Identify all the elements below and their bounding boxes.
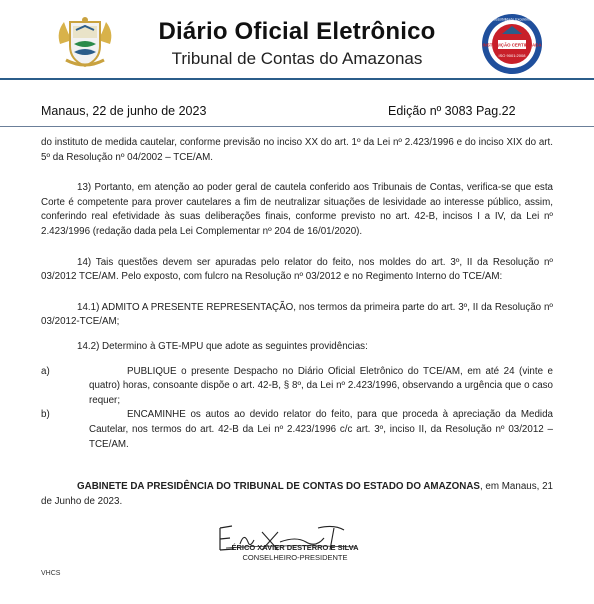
spacer bbox=[41, 452, 553, 480]
edition-number: Edição nº 3083 Pag.22 bbox=[388, 104, 516, 118]
meta-divider bbox=[0, 126, 594, 127]
list-item-a bbox=[41, 365, 553, 409]
paragraph-13: 13) Portanto, em atenção ao poder geral de cautela conferido aos Tribunais de Contas, verifica-se que esta Corte é competente para prover cautelares a fim de neutralizar situações de lesividade ao interesse público, assim, conferindo real efetividade às suas deliberações finais, conforme previsto no art. 42-B, incisos I a IV, da Lei nº 2.423/1996 (redação dada pela Lei Complementar nº 204 de 16/01/2020). bbox=[41, 182, 553, 237]
signatory-role: CONSELHEIRO-PRESIDENTE bbox=[242, 553, 348, 562]
location-date: Manaus, 22 de junho de 2023 bbox=[41, 104, 207, 118]
paragraph-14: 14) Tais questões devem ser apuradas pelo relator do feito, nos moldes do art. 3º, II da Resolução nº 03/2012 TCE/AM. Pelo exposto, com fulcro na Resolução nº 03/2012 e no Regimento Interno do TCE/AM: bbox=[41, 256, 553, 283]
list-item-b bbox=[41, 408, 553, 452]
paragraph-14-2: 14.2) Determino à GTE-MPU que adote as seguintes providências: bbox=[77, 340, 368, 352]
certification-seal-icon bbox=[476, 12, 548, 76]
spacer bbox=[41, 240, 553, 256]
closing-bold-text: GABINETE DA PRESIDÊNCIA DO TRIBUNAL DE CONTAS DO ESTADO DO AMAZONAS bbox=[77, 481, 480, 493]
seal-middle-text: INSTITUIÇÃO CERTIFICADA bbox=[482, 42, 542, 48]
paragraph-14-1: 14.1) ADMITO A PRESENTE REPRESENTAÇÃO, nos termos da primeira parte do art. 3º, II da Resolução nº 03/2012-TCE/AM; bbox=[41, 301, 553, 328]
closing-rest-text: , em Manaus, 21 de Junho de 2023. bbox=[41, 481, 553, 507]
list-item-b-text: ENCAMINHE os autos ao devido relator do feito, para que proceda à apreciação da Medida Cautelar, nos termos do art. 42-B da Lei nº 2.423/1996 c/c art. 3º, inciso II, da Resolução nº 03/2012 – TCE/AM. bbox=[89, 409, 553, 450]
list-item-a-text: PUBLIQUE o presente Despacho no Diário Oficial Eletrônico do TCE/AM, em até 24 (vinte e quatro) horas, consoante dispõe o art. 42-B, § 8º, da Lei nº 2.423/1996, observando a urgência que o caso requer; bbox=[89, 365, 553, 406]
list-item-b-label: b) bbox=[41, 409, 50, 421]
header bbox=[0, 0, 594, 80]
author-initials: VHCS bbox=[41, 570, 61, 577]
signatory-name: ÉRICO XAVIER DESTERRO E SILVA bbox=[231, 543, 359, 552]
document-body bbox=[41, 136, 553, 509]
spacer bbox=[41, 165, 553, 181]
page-subtitle: Tribunal de Contas do Amazonas bbox=[171, 49, 423, 68]
header-divider bbox=[0, 78, 594, 80]
spacer bbox=[41, 285, 553, 301]
spacer bbox=[41, 330, 553, 340]
certification-seal bbox=[476, 12, 548, 76]
page-title: Diário Oficial Eletrônico bbox=[158, 18, 436, 45]
closing-paragraph bbox=[41, 480, 553, 509]
coat-of-arms-icon bbox=[52, 14, 118, 70]
seal-top-text: Acessibilidade Excelência bbox=[491, 17, 533, 22]
list-item-a-label: a) bbox=[41, 365, 50, 377]
paragraph-continuation: do instituto de medida cautelar, conforme previsão no inciso XX do art. 1º da Lei nº 2.423/1996 e do inciso XIX do art. 5º da Resolução nº 04/2002 – TCE/AM. bbox=[41, 137, 553, 163]
spacer bbox=[41, 355, 553, 365]
seal-bottom-text: ISO 9001:2008 bbox=[498, 53, 526, 58]
